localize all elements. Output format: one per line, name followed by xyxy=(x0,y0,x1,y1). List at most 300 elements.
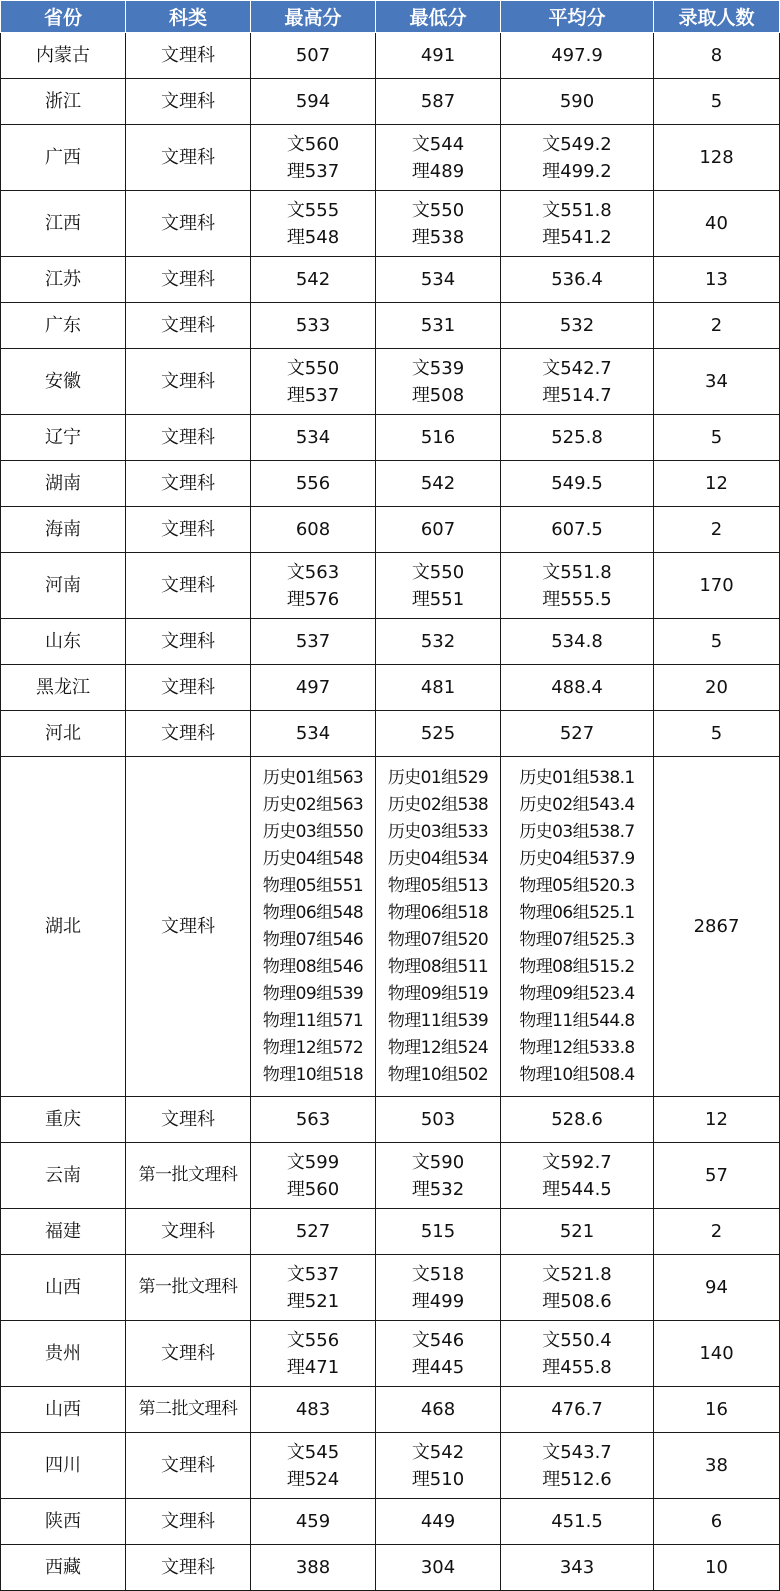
cell-min-score-line: 物理07组520 xyxy=(387,929,489,950)
cell-min-score-line: 文539 xyxy=(411,357,465,379)
cell-avg-score-line: 497.9 xyxy=(551,45,603,66)
cell-avg-score-line: 理541.2 xyxy=(542,226,612,248)
cell-avg-score-line: 理555.5 xyxy=(542,588,612,610)
cell-avg-score-line: 文549.2 xyxy=(542,133,612,155)
cell-max-score-line: 文537 xyxy=(286,1263,340,1285)
cell-province: 贵州 xyxy=(1,1321,126,1387)
cell-min-score-line: 文518 xyxy=(411,1263,465,1285)
cell-avg-score-line: 理544.5 xyxy=(542,1178,612,1200)
cell-avg-score xyxy=(501,711,654,757)
cell-min-score-line: 607 xyxy=(420,519,456,540)
cell-avg-score xyxy=(501,1499,654,1545)
cell-max-score-line: 理548 xyxy=(286,226,340,248)
cell-max-score-line: 物理05组551 xyxy=(262,875,364,896)
cell-min-score-line: 531 xyxy=(420,315,456,336)
table-row xyxy=(1,1209,780,1255)
cell-avg-score-line: 476.7 xyxy=(551,1399,603,1420)
cell-avg-score-line: 理512.6 xyxy=(542,1468,612,1490)
cell-category: 文理科 xyxy=(126,461,251,507)
cell-admitted-count: 6 xyxy=(654,1499,780,1545)
cell-min-score-line: 物理09组519 xyxy=(387,983,489,1004)
cell-min-score xyxy=(376,415,501,461)
header-row xyxy=(1,1,780,33)
cell-max-score-line: 理537 xyxy=(286,384,340,406)
table-row xyxy=(1,1255,780,1321)
cell-max-score-line: 537 xyxy=(295,631,331,652)
cell-min-score xyxy=(376,757,501,1097)
cell-avg-score-line: 物理09组523.4 xyxy=(519,983,635,1004)
cell-min-score xyxy=(376,303,501,349)
cell-avg-score xyxy=(501,415,654,461)
cell-max-score xyxy=(251,1097,376,1143)
cell-admitted-count: 94 xyxy=(654,1255,780,1321)
cell-category: 文理科 xyxy=(126,303,251,349)
cell-max-score xyxy=(251,619,376,665)
cell-min-score xyxy=(376,349,501,415)
cell-min-score xyxy=(376,257,501,303)
cell-province: 山西 xyxy=(1,1255,126,1321)
table-row xyxy=(1,349,780,415)
cell-province: 河北 xyxy=(1,711,126,757)
cell-max-score-line: 物理06组548 xyxy=(262,902,364,923)
cell-min-score xyxy=(376,461,501,507)
cell-max-score xyxy=(251,33,376,79)
cell-avg-score xyxy=(501,1545,654,1591)
cell-category: 文理科 xyxy=(126,665,251,711)
cell-min-score xyxy=(376,1321,501,1387)
cell-min-score xyxy=(376,191,501,257)
cell-avg-score-line: 534.8 xyxy=(551,631,603,652)
cell-max-score xyxy=(251,1321,376,1387)
cell-avg-score xyxy=(501,125,654,191)
cell-admitted-count: 2 xyxy=(654,1209,780,1255)
cell-avg-score-line: 文551.8 xyxy=(542,561,612,583)
cell-max-score xyxy=(251,1387,376,1433)
cell-min-score-line: 理489 xyxy=(411,160,465,182)
cell-max-score xyxy=(251,461,376,507)
cell-avg-score xyxy=(501,507,654,553)
cell-avg-score xyxy=(501,1097,654,1143)
cell-category: 文理科 xyxy=(126,757,251,1097)
cell-avg-score-line: 历史01组538.1 xyxy=(519,767,635,788)
cell-max-score-line: 物理09组539 xyxy=(262,983,364,1004)
cell-max-score-line: 物理07组546 xyxy=(262,929,364,950)
cell-min-score-line: 理538 xyxy=(411,226,465,248)
cell-admitted-count: 5 xyxy=(654,415,780,461)
cell-avg-score xyxy=(501,1209,654,1255)
cell-min-score xyxy=(376,1097,501,1143)
cell-province: 江西 xyxy=(1,191,126,257)
cell-max-score-line: 物理11组571 xyxy=(262,1010,364,1031)
cell-min-score-line: 525 xyxy=(420,723,456,744)
cell-category: 文理科 xyxy=(126,1433,251,1499)
header-province: 省份 xyxy=(1,1,126,33)
cell-avg-score xyxy=(501,349,654,415)
cell-avg-score-line: 物理05组520.3 xyxy=(519,875,635,896)
cell-min-score xyxy=(376,711,501,757)
cell-province: 广东 xyxy=(1,303,126,349)
cell-min-score-line: 历史02组538 xyxy=(387,794,489,815)
cell-max-score-line: 历史01组563 xyxy=(262,767,364,788)
cell-category: 文理科 xyxy=(126,619,251,665)
cell-max-score-line: 563 xyxy=(295,1109,331,1130)
cell-max-score-line: 文599 xyxy=(286,1151,340,1173)
cell-province: 江苏 xyxy=(1,257,126,303)
cell-min-score xyxy=(376,1209,501,1255)
cell-min-score-line: 491 xyxy=(420,45,456,66)
table-row xyxy=(1,665,780,711)
cell-min-score-line: 历史04组534 xyxy=(387,848,489,869)
cell-avg-score xyxy=(501,461,654,507)
cell-min-score-line: 文590 xyxy=(411,1151,465,1173)
cell-min-score xyxy=(376,1545,501,1591)
cell-province: 山西 xyxy=(1,1387,126,1433)
cell-min-score-line: 468 xyxy=(420,1399,456,1420)
cell-max-score-line: 文545 xyxy=(286,1441,340,1463)
header-avg-score: 平均分 xyxy=(501,1,654,33)
cell-province: 湖北 xyxy=(1,757,126,1097)
cell-province: 安徽 xyxy=(1,349,126,415)
cell-admitted-count: 13 xyxy=(654,257,780,303)
cell-max-score-line: 527 xyxy=(295,1221,331,1242)
cell-province: 云南 xyxy=(1,1143,126,1209)
cell-admitted-count: 12 xyxy=(654,1097,780,1143)
cell-avg-score-line: 549.5 xyxy=(551,473,603,494)
cell-province: 四川 xyxy=(1,1433,126,1499)
table-row xyxy=(1,303,780,349)
cell-category: 第二批文理科 xyxy=(126,1387,251,1433)
table-row xyxy=(1,461,780,507)
cell-avg-score xyxy=(501,1255,654,1321)
cell-min-score-line: 503 xyxy=(420,1109,456,1130)
cell-min-score-line: 534 xyxy=(420,269,456,290)
cell-avg-score-line: 物理06组525.1 xyxy=(519,902,635,923)
cell-max-score xyxy=(251,1143,376,1209)
cell-max-score-line: 理524 xyxy=(286,1468,340,1490)
cell-min-score-line: 历史01组529 xyxy=(387,767,489,788)
cell-category: 文理科 xyxy=(126,33,251,79)
cell-max-score-line: 历史02组563 xyxy=(262,794,364,815)
cell-province: 浙江 xyxy=(1,79,126,125)
table-row xyxy=(1,507,780,553)
cell-max-score-line: 文563 xyxy=(286,561,340,583)
cell-min-score-line: 理532 xyxy=(411,1178,465,1200)
cell-avg-score xyxy=(501,757,654,1097)
cell-min-score xyxy=(376,553,501,619)
cell-avg-score-line: 文550.4 xyxy=(542,1329,612,1351)
cell-avg-score xyxy=(501,191,654,257)
cell-category: 文理科 xyxy=(126,415,251,461)
table-row xyxy=(1,619,780,665)
cell-province: 山东 xyxy=(1,619,126,665)
cell-category: 文理科 xyxy=(126,79,251,125)
cell-admitted-count: 140 xyxy=(654,1321,780,1387)
cell-admitted-count: 5 xyxy=(654,619,780,665)
cell-avg-score-line: 历史04组537.9 xyxy=(519,848,635,869)
cell-avg-score-line: 488.4 xyxy=(551,677,603,698)
cell-province: 辽宁 xyxy=(1,415,126,461)
cell-admitted-count: 38 xyxy=(654,1433,780,1499)
cell-avg-score-line: 528.6 xyxy=(551,1109,603,1130)
cell-avg-score-line: 文543.7 xyxy=(542,1441,612,1463)
cell-avg-score xyxy=(501,553,654,619)
cell-avg-score-line: 536.4 xyxy=(551,269,603,290)
table-row xyxy=(1,1387,780,1433)
cell-max-score-line: 534 xyxy=(295,427,331,448)
table-row xyxy=(1,125,780,191)
cell-avg-score xyxy=(501,257,654,303)
cell-province: 海南 xyxy=(1,507,126,553)
cell-min-score-line: 物理11组539 xyxy=(387,1010,489,1031)
cell-max-score-line: 533 xyxy=(295,315,331,336)
cell-avg-score-line: 521 xyxy=(559,1221,595,1242)
cell-category: 文理科 xyxy=(126,1321,251,1387)
cell-max-score xyxy=(251,553,376,619)
cell-avg-score xyxy=(501,1387,654,1433)
table-row xyxy=(1,1143,780,1209)
cell-admitted-count: 2 xyxy=(654,507,780,553)
cell-max-score xyxy=(251,303,376,349)
cell-max-score-line: 物理08组546 xyxy=(262,956,364,977)
cell-avg-score-line: 525.8 xyxy=(551,427,603,448)
cell-max-score xyxy=(251,349,376,415)
cell-max-score-line: 497 xyxy=(295,677,331,698)
cell-min-score-line: 516 xyxy=(420,427,456,448)
cell-min-score-line: 文550 xyxy=(411,199,465,221)
cell-avg-score-line: 物理07组525.3 xyxy=(519,929,635,950)
cell-min-score-line: 532 xyxy=(420,631,456,652)
cell-avg-score xyxy=(501,1433,654,1499)
cell-max-score xyxy=(251,1255,376,1321)
cell-max-score-line: 556 xyxy=(295,473,331,494)
cell-max-score-line: 507 xyxy=(295,45,331,66)
cell-max-score-line: 608 xyxy=(295,519,331,540)
cell-max-score xyxy=(251,1209,376,1255)
cell-category: 文理科 xyxy=(126,553,251,619)
cell-avg-score-line: 607.5 xyxy=(551,519,603,540)
cell-avg-score-line: 590 xyxy=(559,91,595,112)
cell-min-score-line: 物理06组518 xyxy=(387,902,489,923)
cell-category: 文理科 xyxy=(126,1545,251,1591)
header-max-score: 最高分 xyxy=(251,1,376,33)
cell-max-score-line: 文556 xyxy=(286,1329,340,1351)
cell-avg-score xyxy=(501,1143,654,1209)
cell-admitted-count: 10 xyxy=(654,1545,780,1591)
cell-province: 湖南 xyxy=(1,461,126,507)
cell-admitted-count: 40 xyxy=(654,191,780,257)
cell-min-score-line: 文546 xyxy=(411,1329,465,1351)
cell-max-score xyxy=(251,257,376,303)
cell-max-score-line: 542 xyxy=(295,269,331,290)
cell-min-score-line: 理445 xyxy=(411,1356,465,1378)
header-category: 科类 xyxy=(126,1,251,33)
cell-province: 河南 xyxy=(1,553,126,619)
cell-min-score xyxy=(376,79,501,125)
cell-min-score xyxy=(376,665,501,711)
cell-max-score xyxy=(251,125,376,191)
cell-avg-score-line: 文551.8 xyxy=(542,199,612,221)
cell-admitted-count: 2 xyxy=(654,303,780,349)
cell-max-score-line: 文555 xyxy=(286,199,340,221)
cell-admitted-count: 12 xyxy=(654,461,780,507)
cell-avg-score-line: 理508.6 xyxy=(542,1290,612,1312)
cell-min-score-line: 文550 xyxy=(411,561,465,583)
cell-avg-score-line: 文592.7 xyxy=(542,1151,612,1173)
cell-max-score-line: 388 xyxy=(295,1557,331,1578)
cell-min-score-line: 481 xyxy=(420,677,456,698)
cell-admitted-count: 5 xyxy=(654,711,780,757)
table-row xyxy=(1,1545,780,1591)
cell-max-score xyxy=(251,191,376,257)
cell-min-score xyxy=(376,1433,501,1499)
cell-max-score-line: 594 xyxy=(295,91,331,112)
cell-avg-score-line: 历史03组538.7 xyxy=(519,821,635,842)
cell-category: 文理科 xyxy=(126,191,251,257)
cell-min-score-line: 449 xyxy=(420,1511,456,1532)
cell-admitted-count: 16 xyxy=(654,1387,780,1433)
cell-category: 文理科 xyxy=(126,1209,251,1255)
cell-max-score xyxy=(251,665,376,711)
cell-avg-score-line: 527 xyxy=(559,723,595,744)
cell-avg-score-line: 历史02组543.4 xyxy=(519,794,635,815)
cell-max-score xyxy=(251,415,376,461)
cell-admitted-count: 57 xyxy=(654,1143,780,1209)
cell-admitted-count: 170 xyxy=(654,553,780,619)
table-row xyxy=(1,415,780,461)
cell-min-score-line: 理508 xyxy=(411,384,465,406)
cell-min-score-line: 理499 xyxy=(411,1290,465,1312)
cell-province: 重庆 xyxy=(1,1097,126,1143)
table-row xyxy=(1,1321,780,1387)
cell-min-score-line: 物理12组524 xyxy=(387,1037,489,1058)
cell-avg-score xyxy=(501,665,654,711)
cell-admitted-count: 34 xyxy=(654,349,780,415)
table-row xyxy=(1,79,780,125)
cell-category: 第一批文理科 xyxy=(126,1255,251,1321)
cell-max-score xyxy=(251,1433,376,1499)
table-row xyxy=(1,1433,780,1499)
table-body xyxy=(1,33,780,1591)
cell-avg-score-line: 理514.7 xyxy=(542,384,612,406)
cell-min-score-line: 587 xyxy=(420,91,456,112)
table-row xyxy=(1,33,780,79)
cell-min-score-line: 物理08组511 xyxy=(387,956,489,977)
cell-min-score xyxy=(376,507,501,553)
cell-avg-score-line: 532 xyxy=(559,315,595,336)
cell-admitted-count: 5 xyxy=(654,79,780,125)
cell-category: 文理科 xyxy=(126,711,251,757)
cell-category: 第一批文理科 xyxy=(126,1143,251,1209)
cell-min-score-line: 物理10组502 xyxy=(387,1064,489,1085)
cell-min-score-line: 理551 xyxy=(411,588,465,610)
cell-min-score xyxy=(376,1255,501,1321)
cell-min-score-line: 理510 xyxy=(411,1468,465,1490)
cell-max-score-line: 历史04组548 xyxy=(262,848,364,869)
cell-avg-score xyxy=(501,303,654,349)
cell-max-score xyxy=(251,79,376,125)
header-admitted-count: 录取人数 xyxy=(654,1,780,33)
cell-max-score-line: 459 xyxy=(295,1511,331,1532)
cell-max-score-line: 历史03组550 xyxy=(262,821,364,842)
cell-min-score xyxy=(376,1499,501,1545)
cell-max-score-line: 理537 xyxy=(286,160,340,182)
cell-max-score-line: 物理10组518 xyxy=(262,1064,364,1085)
cell-min-score-line: 文542 xyxy=(411,1441,465,1463)
cell-min-score-line: 历史03组533 xyxy=(387,821,489,842)
cell-min-score-line: 515 xyxy=(420,1221,456,1242)
cell-category: 文理科 xyxy=(126,125,251,191)
cell-min-score xyxy=(376,619,501,665)
cell-max-score-line: 理471 xyxy=(286,1356,340,1378)
cell-max-score-line: 483 xyxy=(295,1399,331,1420)
cell-avg-score xyxy=(501,1321,654,1387)
cell-avg-score xyxy=(501,33,654,79)
cell-avg-score-line: 物理12组533.8 xyxy=(519,1037,635,1058)
cell-category: 文理科 xyxy=(126,257,251,303)
cell-avg-score-line: 物理11组544.8 xyxy=(519,1010,635,1031)
cell-min-score xyxy=(376,1387,501,1433)
cell-province: 内蒙古 xyxy=(1,33,126,79)
cell-max-score-line: 534 xyxy=(295,723,331,744)
cell-max-score-line: 物理12组572 xyxy=(262,1037,364,1058)
cell-min-score-line: 304 xyxy=(420,1557,456,1578)
table-row xyxy=(1,711,780,757)
cell-admitted-count: 20 xyxy=(654,665,780,711)
cell-min-score-line: 542 xyxy=(420,473,456,494)
cell-avg-score-line: 451.5 xyxy=(551,1511,603,1532)
cell-avg-score-line: 文521.8 xyxy=(542,1263,612,1285)
cell-max-score-line: 理576 xyxy=(286,588,340,610)
table-row xyxy=(1,1097,780,1143)
cell-province: 广西 xyxy=(1,125,126,191)
cell-min-score xyxy=(376,1143,501,1209)
cell-max-score xyxy=(251,711,376,757)
cell-province: 福建 xyxy=(1,1209,126,1255)
table-row xyxy=(1,1499,780,1545)
cell-max-score xyxy=(251,1545,376,1591)
table-row xyxy=(1,553,780,619)
cell-avg-score-line: 物理08组515.2 xyxy=(519,956,635,977)
cell-admitted-count: 8 xyxy=(654,33,780,79)
cell-avg-score xyxy=(501,79,654,125)
cell-max-score-line: 文550 xyxy=(286,357,340,379)
table-row xyxy=(1,191,780,257)
cell-avg-score-line: 343 xyxy=(559,1557,595,1578)
cell-min-score xyxy=(376,125,501,191)
cell-max-score-line: 文560 xyxy=(286,133,340,155)
cell-max-score xyxy=(251,507,376,553)
cell-province: 陕西 xyxy=(1,1499,126,1545)
cell-category: 文理科 xyxy=(126,1097,251,1143)
cell-min-score-line: 文544 xyxy=(411,133,465,155)
cell-min-score-line: 物理05组513 xyxy=(387,875,489,896)
cell-admitted-count: 128 xyxy=(654,125,780,191)
cell-admitted-count: 2867 xyxy=(654,757,780,1097)
cell-avg-score xyxy=(501,619,654,665)
cell-avg-score-line: 理455.8 xyxy=(542,1356,612,1378)
cell-avg-score-line: 文542.7 xyxy=(542,357,612,379)
cell-min-score xyxy=(376,33,501,79)
header-min-score: 最低分 xyxy=(376,1,501,33)
cell-province: 西藏 xyxy=(1,1545,126,1591)
cell-category: 文理科 xyxy=(126,507,251,553)
cell-max-score xyxy=(251,757,376,1097)
cell-avg-score-line: 物理10组508.4 xyxy=(519,1064,635,1085)
table-row xyxy=(1,757,780,1097)
cell-avg-score-line: 理499.2 xyxy=(542,160,612,182)
cell-max-score-line: 理560 xyxy=(286,1178,340,1200)
cell-province: 黑龙江 xyxy=(1,665,126,711)
